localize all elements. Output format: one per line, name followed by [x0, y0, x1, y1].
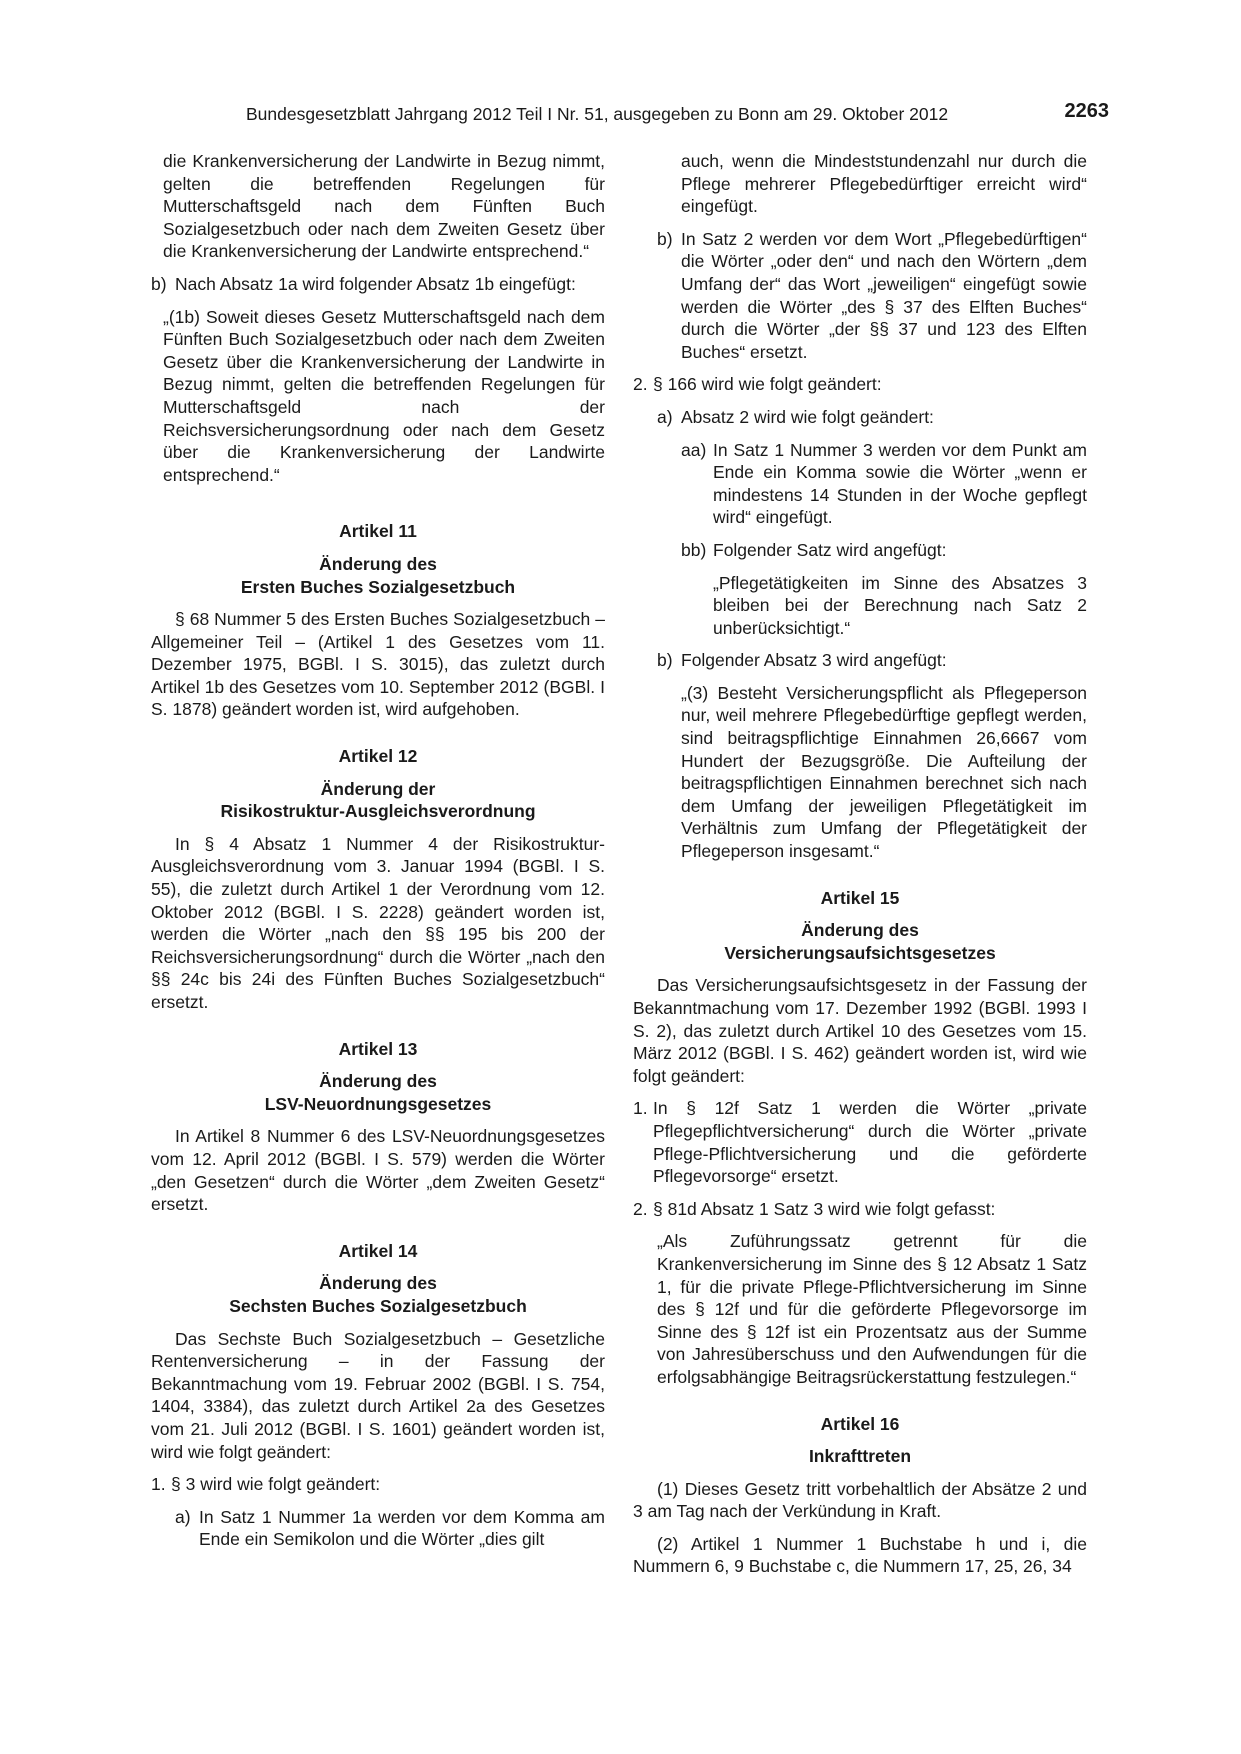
list-item: [633, 1097, 1087, 1187]
paragraph: (1) Dieses Gesetz tritt vorbehaltlich der Absätze 2 und 3 am Tag nach der Verkündung in Kraft.: [633, 1478, 1087, 1522]
list-text: In § 12f Satz 1 werden die Wörter „private Pflegepflichtversicherung“ durch die Wörter „private Pflege-Pflichtversicherung und die geförderte Pflegevorsorge“ ersetzt.: [653, 1098, 1087, 1187]
paragraph: In Artikel 8 Nummer 6 des LSV-Neuordnungsgesetzes vom 12. April 2012 (BGBl. I S. 579) werden die Wörter „den Gesetzen“ durch die Wörter „dem Zweiten Gesetz“ ersetzt.: [151, 1126, 605, 1215]
list-label: aa): [681, 439, 707, 460]
list-text: Folgender Absatz 3 wird angefügt:: [681, 650, 947, 671]
list-item: [633, 228, 1087, 364]
list-label: bb): [681, 539, 707, 560]
article-subtitle: Änderung des: [319, 553, 437, 574]
list-label: b): [151, 273, 167, 294]
list-label: 2.: [633, 1198, 648, 1219]
list-item: [151, 1506, 605, 1551]
list-item: [151, 273, 605, 296]
paragraph: Das Versicherungsaufsichtsgesetz in der Fassung der Bekanntmachung vom 17. Dezember 1992 (BGBl. 1993 I S. 2), das zuletzt durch Artikel 10 des Gesetzes vom 15. März 2012 (BGBl. I S. 462) geändert worden ist, wird wie folgt geändert:: [633, 975, 1087, 1086]
list-text: Nach Absatz 1a wird folgender Absatz 1b eingefügt:: [175, 273, 576, 294]
list-text: In Satz 1 Nummer 1a werden vor dem Komma am Ende ein Semikolon und die Wörter „dies gilt: [199, 1506, 605, 1550]
list-item: [633, 1198, 1087, 1221]
paragraph: (2) Artikel 1 Nummer 1 Buchstabe h und i, die Nummern 6, 9 Buchstabe c, die Nummern 17, 25, 26, 34: [633, 1533, 1087, 1577]
quote-block: „(1b) Soweit dieses Gesetz Mutterschaftsgeld nach dem Fünften Buch Sozialgesetzbuch oder nach dem Zweiten Gesetz über die Krankenversicherung der Landwirte in Bezug nimmt, gelten die betreffenden Regelungen für Mutterschaftsgeld nach der Reichsversicherungsordnung oder nach dem Gesetz über die Krankenversicherung der Landwirte entsprechend.“: [163, 306, 605, 485]
article-subtitle: Änderung der: [320, 778, 436, 799]
list-text: In Satz 1 Nummer 3 werden vor dem Punkt am Ende ein Komma sowie die Wörter „wenn er mindestens 14 Stunden in der Woche gepflegt wird“ eingefügt.: [713, 439, 1087, 528]
list-item: [151, 1473, 605, 1496]
article-subtitle: Änderung des: [801, 920, 919, 941]
list-item: [633, 649, 1087, 672]
list-item: [633, 406, 1087, 429]
article-subtitle: LSV-Neuordnungsgesetzes: [264, 1093, 492, 1114]
list-label: 1.: [633, 1098, 648, 1119]
list-text: § 166 wird wie folgt geändert:: [653, 374, 882, 395]
left-column: [151, 150, 605, 1551]
list-label: 2.: [633, 374, 648, 395]
article-subtitle: Sechsten Buches Sozialgesetzbuch: [229, 1295, 527, 1316]
list-item: [633, 373, 1087, 396]
paragraph: Das Sechste Buch Sozialgesetzbuch – Gesetzliche Rentenversicherung – in der Fassung der Bekanntmachung vom 19. Februar 2002 (BGBl. I S. 754, 1404, 3384), das zuletzt durch Artikel 2a des Gesetzes vom 21. Juli 2012 (BGBl. I S. 1601) geändert worden ist, wird wie folgt geändert:: [151, 1328, 605, 1462]
quote-block: „Pflegetätigkeiten im Sinne des Absatzes 3 bleiben bei der Berechnung nach Satz 2 unberücksichtigt.“: [713, 572, 1087, 638]
article-subtitle: Risikostruktur-Ausgleichsverordnung: [220, 801, 536, 822]
list-text: In Satz 2 werden vor dem Wort „Pflegebedürftigen“ die Wörter „oder den“ und nach den Wörtern „dem Umfang der“ das Wort „jeweiligen“ eingefügt sowie werden die Wörter „des § 37 des Elften Buches“ durch die Wörter „der §§ 37 und 123 des Elften Buches“ ersetzt.: [681, 228, 1087, 362]
article-title: Artikel 12: [338, 746, 418, 767]
list-text: Absatz 2 wird wie folgt geändert:: [681, 406, 934, 427]
right-column: [633, 150, 1087, 1578]
article-subtitle: Versicherungsaufsichtsgesetzes: [724, 942, 996, 963]
list-label: a): [657, 406, 673, 427]
article-subtitle: Änderung des: [319, 1071, 437, 1092]
paragraph: In § 4 Absatz 1 Nummer 4 der Risikostruktur-Ausgleichsverordnung vom 3. Januar 1994 (BGBl. I S. 55), die zuletzt durch Artikel 1 der Verordnung vom 12. Oktober 2012 (BGBl. I S. 2228) geändert worden ist, werden die Wörter „nach den §§ 195 bis 200 der Reichsversicherungsordnung“ durch die Wörter „nach den §§ 24c bis 24i des Fünften Buches Sozialgesetzbuch“ ersetzt.: [151, 833, 605, 1012]
article-subtitle: Ersten Buches Sozialgesetzbuch: [240, 576, 516, 597]
quote-block: „(3) Besteht Versicherungspflicht als Pflegeperson nur, weil mehrere Pflegebedürftige gepflegt werden, sind beitragspflichtige Einnahmen 26,6667 vom Hundert der Bezugsgröße. Die Aufteilung der beitragspflichtigen Einnahmen berechnet sich nach dem Umfang der jeweiligen Pflegetätigkeit im Verhältnis zum Umfang der Pflegetätigkeit der Pflegeperson insgesamt.“: [681, 682, 1087, 862]
quote-block: „Als Zuführungssatz getrennt für die Krankenversicherung im Sinne des § 12 Absatz 1 Satz 1, für die private Pflege-Pflichtversicherung im Sinne des § 12f und für die geförderte Pflegevorsorge im Sinne des § 12f ist ein Prozentsatz aus der Summe von Jahresüberschuss und den Aufwendungen für die erfolgsabhängige Beitragsrückerstattung festzulegen.“: [657, 1231, 1087, 1387]
list-label: a): [175, 1506, 191, 1527]
article-title: Artikel 15: [820, 887, 900, 908]
article-title: Artikel 14: [338, 1240, 418, 1261]
paragraph: auch, wenn die Mindeststundenzahl nur durch die Pflege mehrerer Pflegebedürftiger erreicht wird“ eingefügt.: [681, 151, 1087, 217]
article-subtitle: Änderung des: [319, 1273, 437, 1294]
list-label: b): [657, 650, 673, 671]
paragraph: § 68 Nummer 5 des Ersten Buches Sozialgesetzbuch – Allgemeiner Teil – (Artikel 1 des Gesetzes vom 11. Dezember 1975, BGBl. I S. 3015), das zuletzt durch Artikel 1b des Gesetzes vom 10. September 2012 (BGBl. I S. 1878) geändert worden ist, wird aufgehoben.: [151, 609, 605, 720]
article-title: Artikel 13: [338, 1038, 418, 1059]
article-title: Artikel 16: [820, 1413, 900, 1434]
list-label: 1.: [151, 1474, 166, 1495]
list-text: Folgender Satz wird angefügt:: [713, 539, 947, 560]
list-text: § 81d Absatz 1 Satz 3 wird wie folgt gefasst:: [653, 1198, 996, 1219]
article-subtitle: Inkrafttreten: [808, 1446, 912, 1467]
article-title: Artikel 11: [339, 521, 417, 542]
page-number: 2263: [1064, 100, 1109, 122]
header-title: Bundesgesetzblatt Jahrgang 2012 Teil I Nr. 51, ausgegeben zu Bonn am 29. Oktober 2012: [246, 104, 949, 124]
paragraph: die Krankenversicherung der Landwirte in Bezug nimmt, gelten die betreffenden Regelungen für Mutterschaftsgeld nach dem Fünften Buch Sozialgesetzbuch oder nach dem Zweiten Gesetz über die Krankenversicherung der Landwirte entsprechend.“: [163, 151, 605, 262]
list-item: [633, 539, 1087, 562]
page-header: [246, 100, 1116, 130]
list-text: § 3 wird wie folgt geändert:: [171, 1474, 381, 1495]
list-item: [633, 439, 1087, 529]
list-label: b): [657, 228, 673, 249]
